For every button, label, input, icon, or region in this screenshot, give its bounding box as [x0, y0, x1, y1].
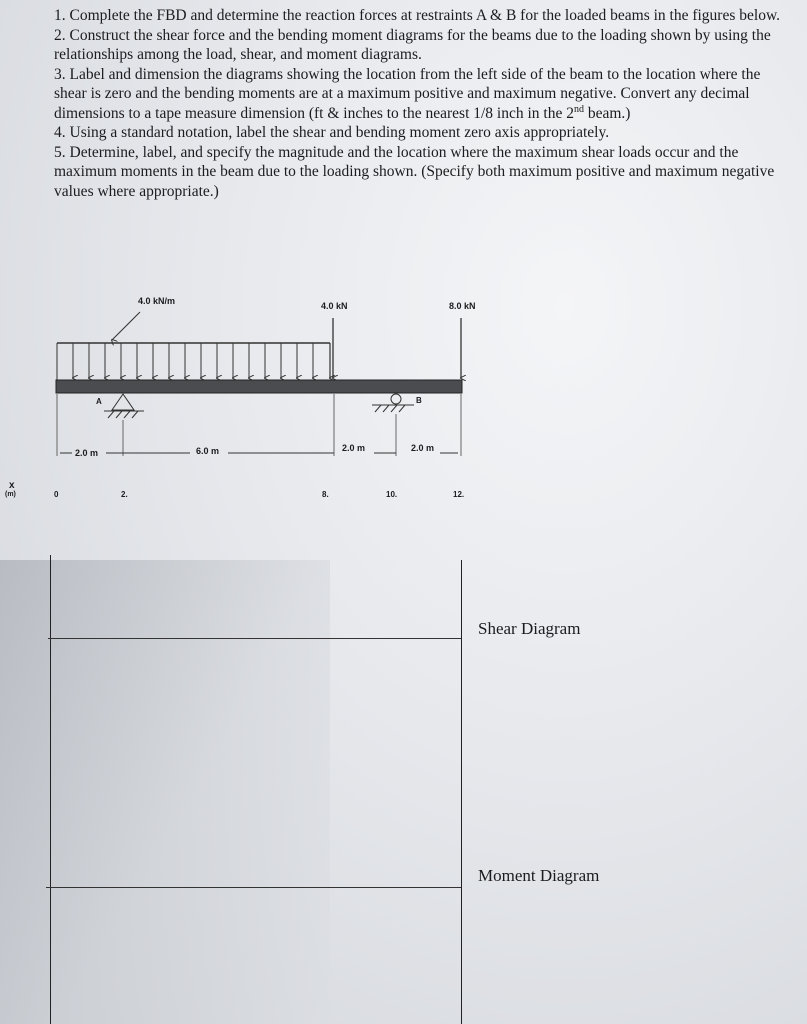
- support-b-roller: [372, 394, 414, 412]
- shear-diagram-title: Shear Diagram: [478, 619, 581, 638]
- diagram-left-line: [50, 555, 51, 1024]
- instruction-1: 1. Complete the FBD and determine the reaction forces at restraints A & B for the loaded beams in the figures below.: [54, 7, 781, 24]
- instruction-2: 2. Construct the shear force and the bending moment diagrams for the beams due to the loading shown by using the relationships among the load, shear, and moment diagrams.: [54, 26, 771, 63]
- tick-label: 12.: [453, 490, 465, 499]
- point-load-1-label: 4.0 kN: [321, 301, 348, 311]
- distributed-load-leader: [112, 312, 140, 340]
- instruction-4: 4. Using a standard notation, label the shear and bending moment zero axis appropriately.: [54, 124, 610, 141]
- distributed-load: [57, 312, 330, 380]
- point-load-2-label: 8.0 kN: [449, 301, 476, 311]
- dim-label-1: 2.0 m: [75, 448, 99, 458]
- dim-label-4: 2.0 m: [411, 443, 435, 453]
- dim-label-3: 2.0 m: [342, 443, 366, 453]
- beam: [56, 380, 462, 393]
- axis-x-label: x: [9, 480, 15, 491]
- moment-zero-axis: [46, 887, 461, 888]
- instruction-5: 5. Determine, label, and specify the magnitude and the location where the maximum shear loads occur and the maximum moments in the beam due to the loading shown. (Specify both maximum positive and maximum negative values where appropriate.): [54, 143, 775, 200]
- instruction-3-superscript: nd: [573, 103, 584, 115]
- tick-label: 0: [54, 490, 59, 499]
- support-a-label: A: [96, 397, 102, 406]
- dim-label-2: 6.0 m: [196, 446, 220, 456]
- diagram-right-line: [461, 560, 462, 1024]
- axis-unit-label: (m): [5, 491, 16, 498]
- distributed-load-label: 4.0 kN/m: [138, 296, 176, 306]
- instruction-3-text: 3. Label and dimension the diagrams showing the location from the left side of the beam to the location where the shear is zero and the bending moments are at a maximum positive and maximum negative. Convert any decimal dimensions to a tape measure dimension (ft & inches to the nearest 1/8 inch in the 2: [54, 65, 761, 122]
- tick-label: 2.: [121, 490, 128, 499]
- tick-label: 10.: [386, 490, 398, 499]
- instruction-3-end: beam.): [583, 104, 631, 122]
- shear-zero-axis: [48, 638, 461, 639]
- tick-label: 8.: [322, 490, 329, 499]
- support-b-label: B: [416, 396, 422, 405]
- moment-diagram-title: Moment Diagram: [478, 866, 600, 885]
- support-a-pin: [104, 394, 144, 418]
